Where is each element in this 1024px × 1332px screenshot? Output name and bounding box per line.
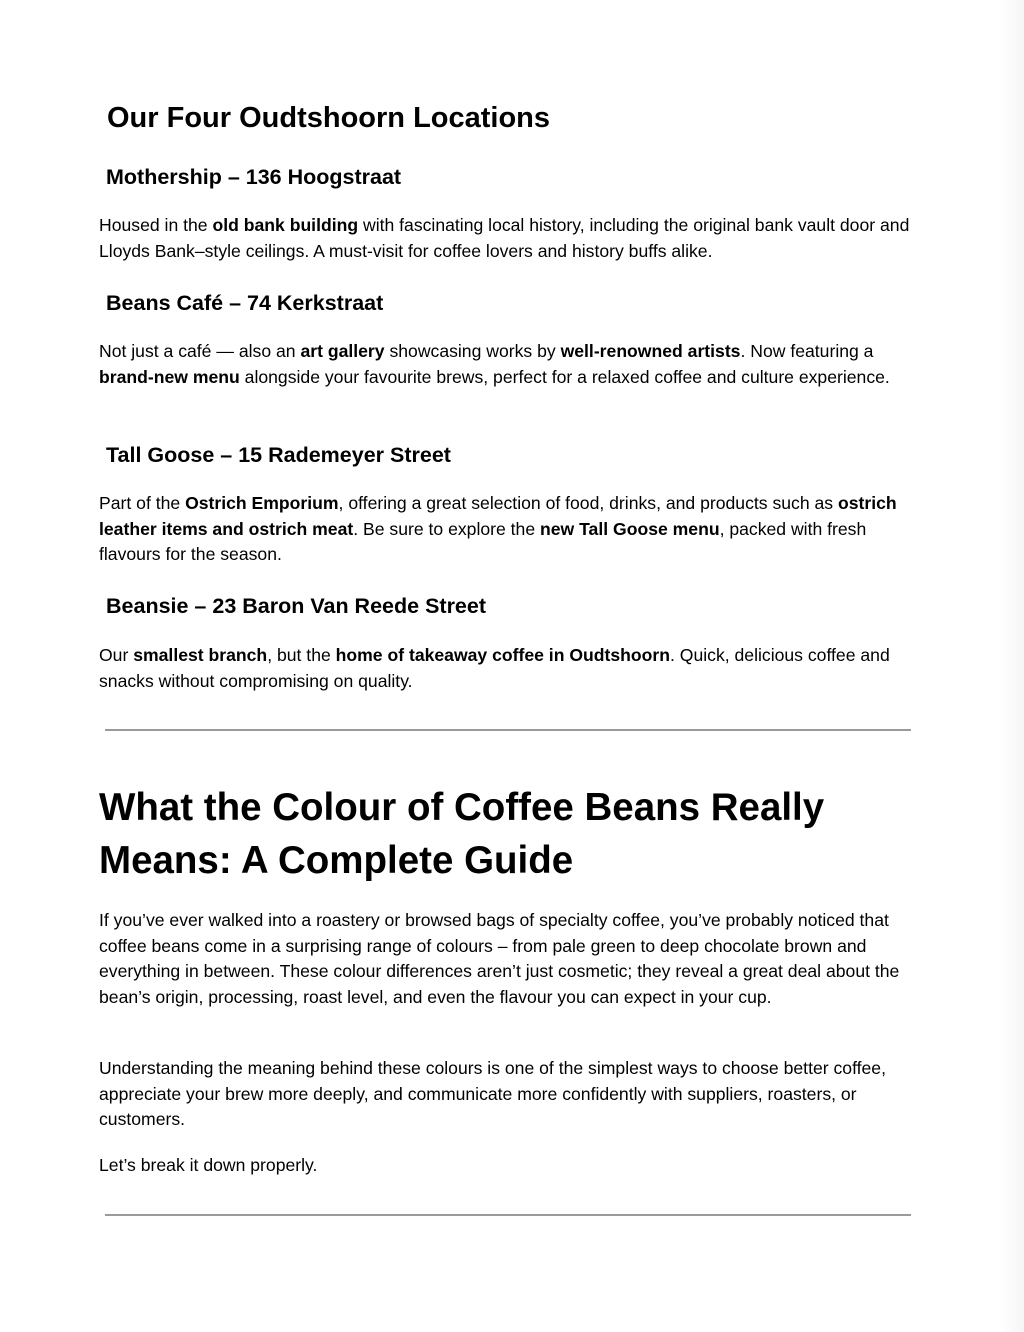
text-run: , but the — [267, 645, 336, 665]
location-title-beansie: Beansie – 23 Baron Van Reede Street — [106, 594, 487, 618]
text-run: Housed in the — [99, 215, 213, 235]
location-desc-beansie — [99, 643, 919, 694]
text-run: . Be sure to explore the — [353, 518, 541, 539]
text-run: alongside your favourite brews, perfect for a relaxed coffee and culture experience. — [239, 366, 890, 387]
text-run: , offering a great selection of food, drinks, and products such as — [338, 493, 838, 513]
location-desc-tall-goose — [99, 491, 919, 568]
bold-text: well-renowned artists — [560, 341, 741, 361]
text-run: Part of the — [99, 493, 186, 513]
article-paragraph-1: If you’ve ever walked into a roastery or browsed bags of specialty coffee, you’ve probably noticed that coffee beans come in a surprising range of colours – from pale green to deep chocolate brown and everything in between. These colour differences aren’t just cosmetic; they reveal a great deal about the bean’s origin, processing, roast level, and even the flavour you can expect in your cup. — [99, 910, 900, 1007]
text-run: Our — [99, 645, 134, 665]
text-run: . Now featuring a — [740, 341, 874, 361]
bold-text: art gallery — [300, 341, 385, 361]
divider-rule-bottom — [105, 1214, 911, 1216]
page-edge-shadow — [1000, 0, 1024, 1332]
bold-text: Ostrich Emporium — [185, 493, 339, 513]
locations-heading: Our Four Oudtshoorn Locations — [107, 102, 551, 134]
divider-rule — [105, 729, 911, 731]
article-title: What the Colour of Coffee Beans Really Means: A Complete Guide — [99, 786, 825, 882]
bold-text: new Tall Goose menu — [540, 518, 720, 539]
bold-text: smallest branch — [133, 645, 268, 665]
bold-text: home of takeaway coffee in Oudtshoorn — [335, 645, 670, 665]
bold-text: old bank building — [212, 215, 359, 235]
location-desc-beans-cafe — [99, 339, 919, 390]
location-title-beans-cafe: Beans Café – 74 Kerkstraat — [106, 291, 384, 315]
bold-text: brand-new menu — [99, 366, 240, 387]
location-desc-mothership — [99, 213, 919, 264]
text-run: . Quick, delicious coffee and snacks without compromising on quality. — [99, 645, 890, 691]
text-run: Not just a café — also an — [99, 341, 301, 361]
location-title-tall-goose: Tall Goose – 15 Rademeyer Street — [106, 443, 451, 467]
text-run: with fascinating local history, including the original bank vault door and Lloyds Bank–style ceilings. A must-visit for coffee lovers and history buffs alike. — [99, 215, 910, 261]
text-run: showcasing works by — [384, 341, 561, 361]
article-paragraph-3: Let’s break it down properly. — [99, 1155, 318, 1175]
text-run: , packed with fresh flavours for the season. — [99, 518, 867, 564]
bold-text: ostrich leather items and ostrich meat — [99, 493, 897, 539]
article-paragraph-2: Understanding the meaning behind these colours is one of the simplest ways to choose better coffee, appreciate your brew more deeply, and communicate more confidently with suppliers, roasters, or customers. — [99, 1058, 886, 1129]
location-title-mothership: Mothership – 136 Hoogstraat — [106, 165, 402, 189]
